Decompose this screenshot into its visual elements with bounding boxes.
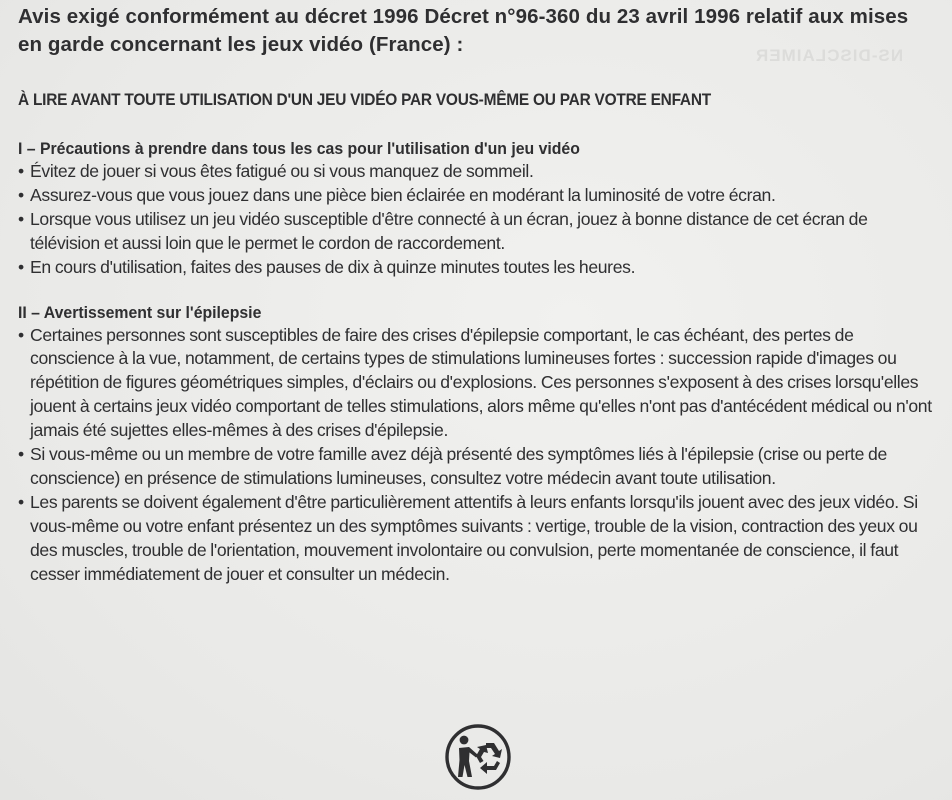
triman-recycling-icon [444, 723, 512, 791]
bullet-marker: • [18, 324, 24, 345]
bullet-marker: • [18, 161, 24, 181]
warning-banner: À LIRE AVANT TOUTE UTILISATION D'UN JEU VIDÉO PAR VOUS-MÊME OU PAR VOTRE ENFANT [18, 90, 711, 109]
list-item [18, 184, 938, 208]
section-precautions [18, 138, 938, 280]
bullet-marker: • [18, 491, 24, 512]
list-item-text: Si vous-même ou un membre de votre famille avez déjà présenté des symptômes liés à l'épilepsie (crise ou perte de conscience) en présence de stimulations lumineuses, consultez votre médecin avant toute utilisation. [30, 444, 887, 488]
list-item-text: Assurez-vous que vous jouez dans une pièce bien éclairée en modérant la luminosité de votre écran. [30, 184, 776, 205]
list-item [18, 324, 938, 444]
list-item-text: Lorsque vous utilisez un jeu vidéo susceptible d'être connecté à un écran, jouez à bonne distance de cet écran de télévision et aussi loin que le permet le cordon de raccordement. [30, 208, 868, 253]
list-item [18, 208, 938, 256]
list-item-text: Les parents se doivent également d'être particulièrement attentifs à leurs enfants lorsqu'ils jouent avec des jeux vidéo. Si vous-même ou votre enfant présentez un des symptômes suivants : vertige, trouble de la vision, contraction des yeux ou des muscles, trouble de l'orientation, mouvement involontaire ou convulsion, perte momentanée de conscience, il faut cesser immédiatement de jouer et consulter un médecin. [30, 491, 918, 584]
list-item [18, 160, 938, 184]
bullet-list [18, 160, 938, 280]
disclaimer-document [18, 3, 938, 587]
bullet-marker: • [18, 184, 24, 205]
bullet-list [18, 324, 938, 587]
list-item [18, 256, 938, 280]
show-through-text: NS-DISCLAIMER [755, 46, 904, 65]
list-item [18, 443, 938, 491]
list-item [18, 491, 938, 587]
list-item-text: En cours d'utilisation, faites des pauses de dix à quinze minutes toutes les heures. [30, 256, 636, 277]
list-item-text: Évitez de jouer si vous êtes fatigué ou si vous manquez de sommeil. [30, 161, 534, 181]
section-epilepsy [18, 302, 938, 587]
list-item-text: Certaines personnes sont susceptibles de faire des crises d'épilepsie comportant, le cas échéant, des pertes de conscience à la vue, notamment, de certains types de stimulations lumineuses fortes : succession rapide d'images ou répétition de figures géométriques simples, d'éclairs ou d'explosions. Ces personnes s'exposent à des crises lorsqu'elles jouent à certains jeux vidéo comportant de telles stimulations, alors même qu'elles n'ont pas d'antécédent médical ou n'ont jamais été sujettes elles-mêmes à des crises d'épilepsie. [30, 324, 932, 441]
bullet-marker: • [18, 444, 24, 465]
bullet-marker: • [18, 208, 24, 229]
document-title: Avis exigé conformément au décret 1996 Décret n°96-360 du 23 avril 1996 relatif aux mises en garde concernant les jeux vidéo (France) : [18, 5, 909, 56]
section-heading: II – Avertissement sur l'épilepsie [18, 302, 262, 322]
bullet-marker: • [18, 256, 24, 277]
section-heading: I – Précautions à prendre dans tous les cas pour l'utilisation d'un jeu vidéo [18, 139, 580, 158]
